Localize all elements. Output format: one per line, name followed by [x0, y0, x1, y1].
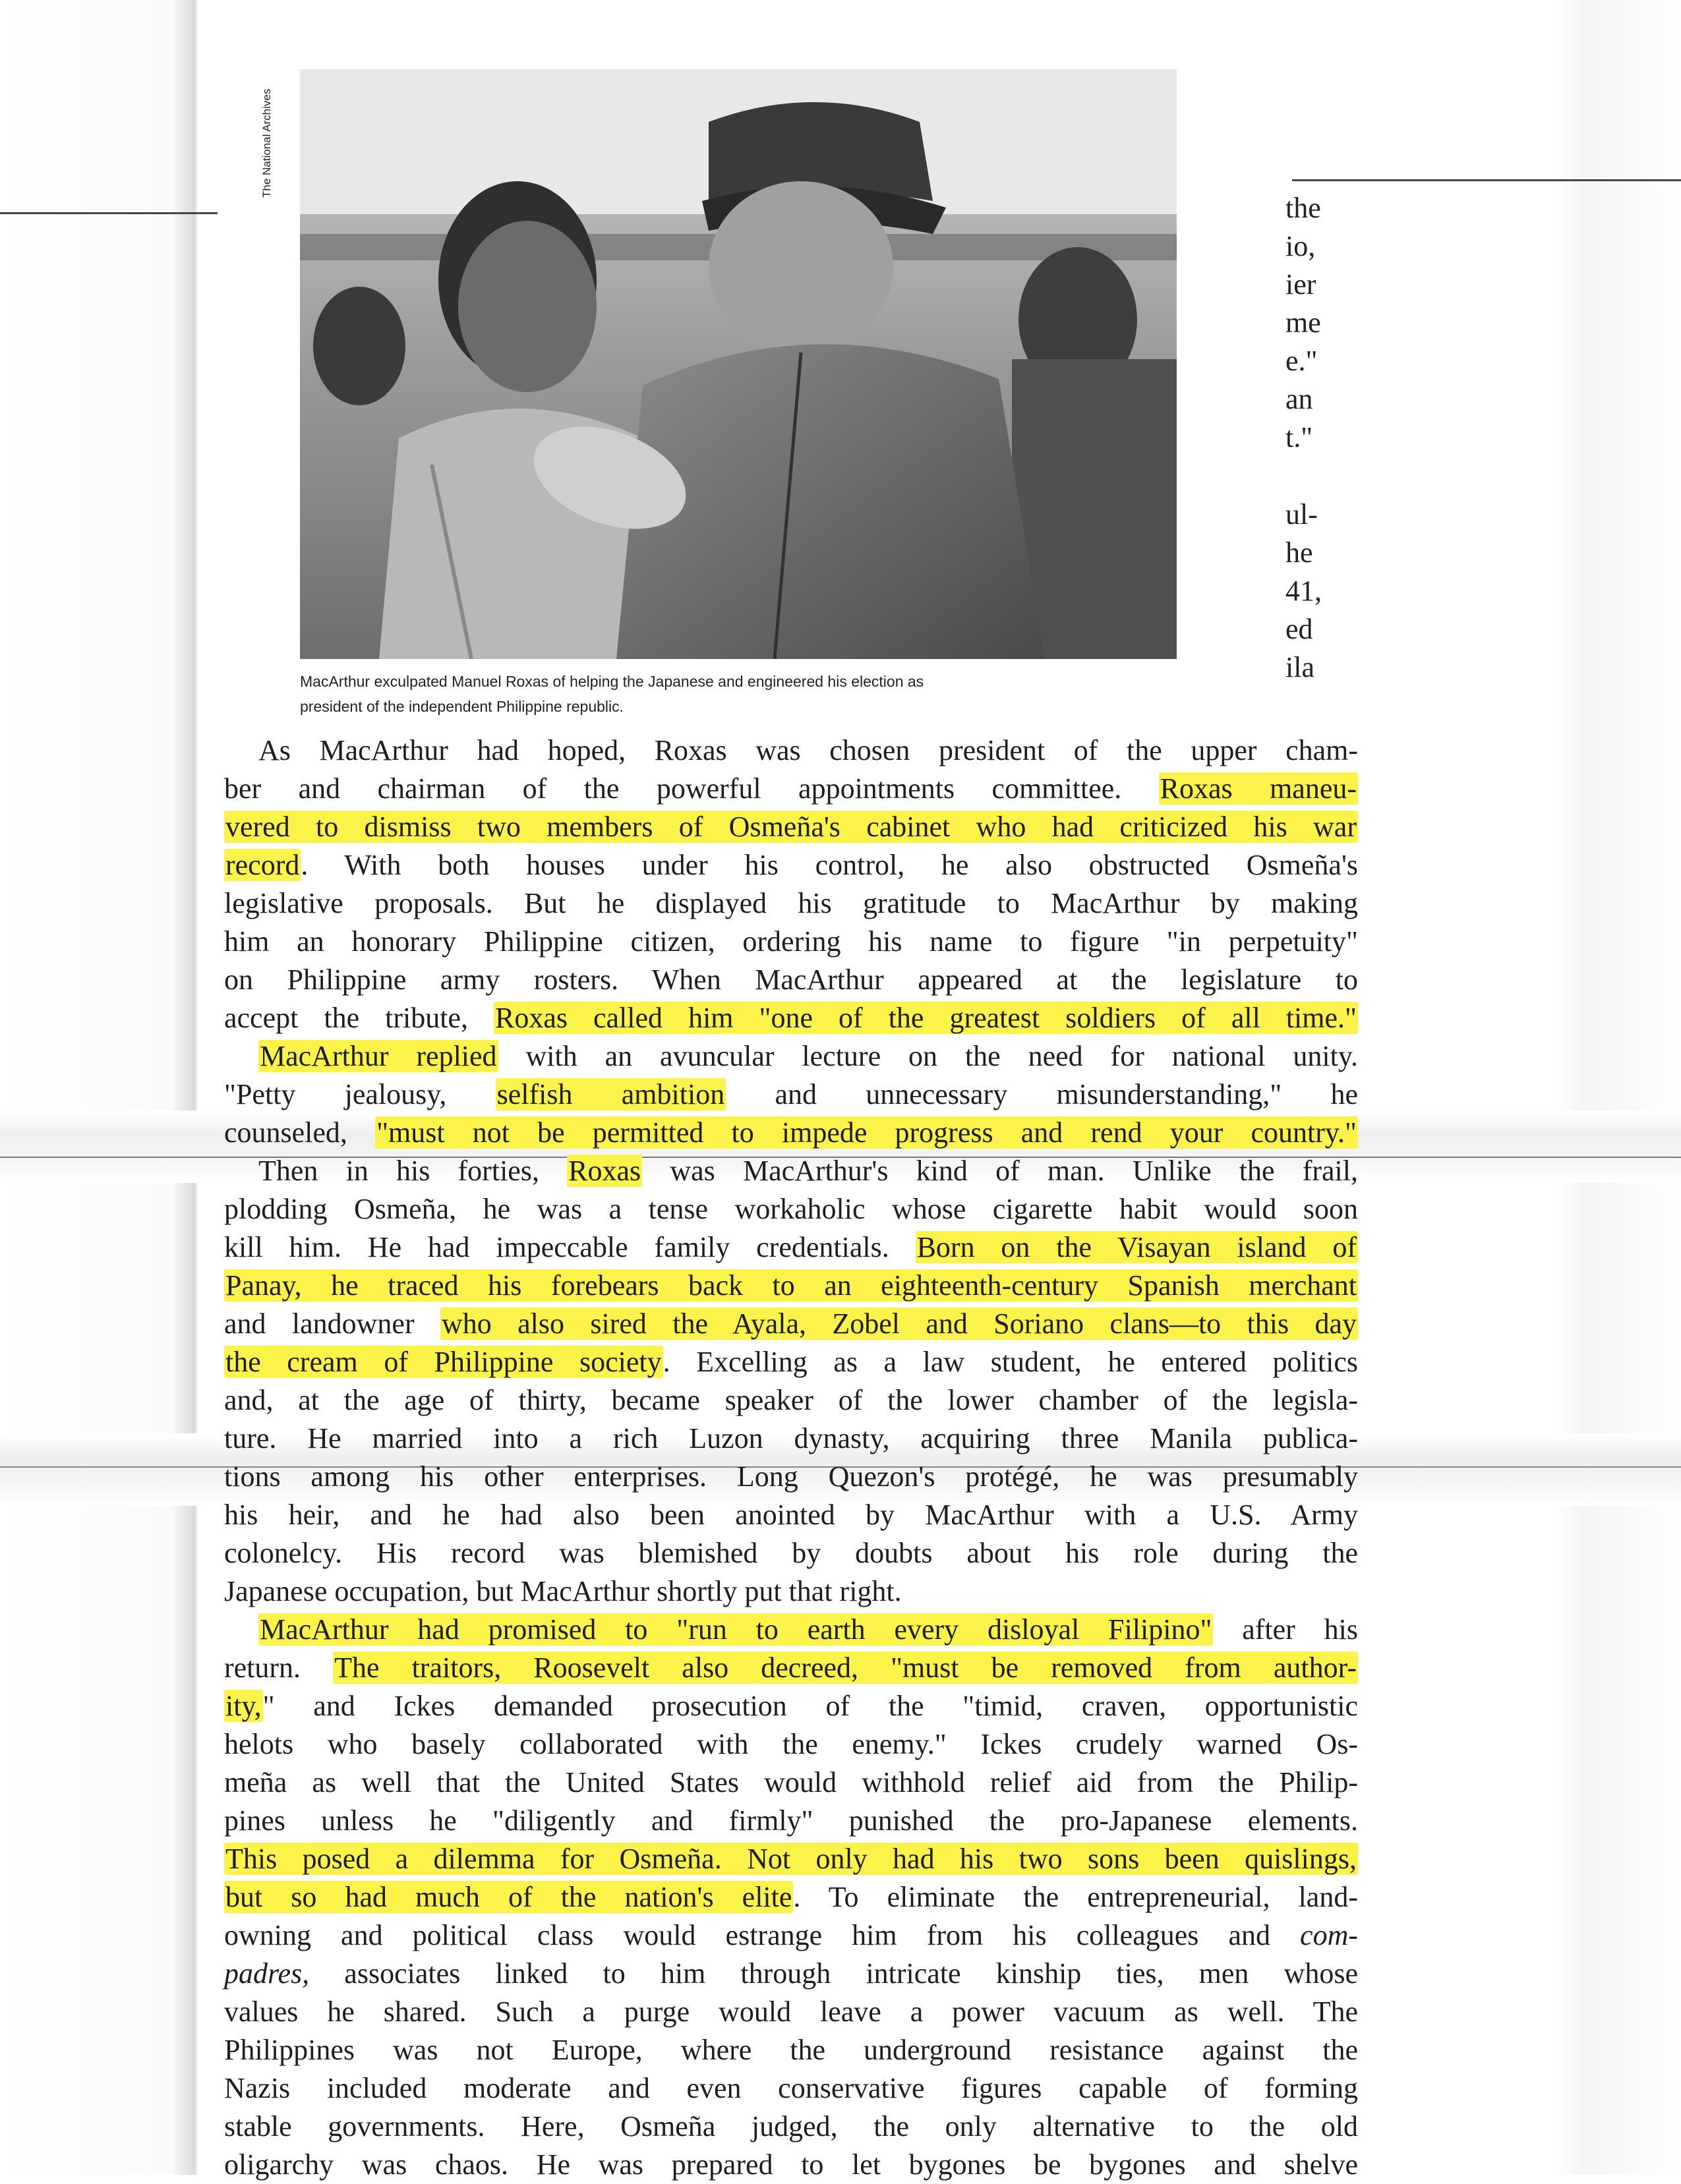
fold-line [1292, 179, 1681, 181]
text-span: Then in his forties, [258, 1155, 539, 1187]
fragment: ed [1285, 613, 1313, 645]
text-line: and, at the age of thirty, became speaker of the lower chamber of the legisla- [224, 1384, 1358, 1416]
text-line [224, 1687, 1358, 1725]
photo-caption [300, 669, 1157, 719]
text-span: was MacArthur's kind of man. Unlike the frail, [670, 1155, 1359, 1187]
text-span: "Petty jealousy, [224, 1078, 447, 1110]
text-line [224, 770, 1358, 808]
text-line: plodding Osmeña, he was a tense workaholic whose cigarette habit would soon [224, 1193, 1358, 1225]
text-line: legislative proposals. But he displayed his gratitude to MacArthur by making [224, 887, 1358, 919]
photograph [300, 69, 1177, 659]
fold-line [0, 212, 218, 214]
scan-left-edge [0, 0, 198, 2175]
text-line [224, 1611, 1358, 1649]
highlight: Roxas called him "one of the greatest soldiers of all time." [495, 1002, 1357, 1034]
text-span: kill him. He had impeccable family credentials. [224, 1231, 889, 1263]
text-line [224, 1305, 1358, 1343]
highlight: the cream of Philippine society [225, 1346, 662, 1378]
text-span: . With both houses under his control, he also obstructed Osmeña's [301, 849, 1358, 881]
text-line: Philippines was not Europe, where the underground resistance against the [224, 2034, 1358, 2066]
right-fragment-group [1285, 189, 1321, 457]
text-span: return. [224, 1652, 301, 1684]
text-line [224, 1228, 1358, 1267]
text-line [224, 1916, 1358, 1955]
text-line: Nazis included moderate and even conservative figures capable of forming [224, 2072, 1358, 2104]
text-line [224, 1840, 1358, 1878]
fragment: an [1285, 383, 1313, 415]
text-span: . To eliminate the entrepreneurial, land- [793, 1881, 1358, 1913]
text-line: meña as well that the United States would withhold relief aid from the Philip- [224, 1766, 1358, 1798]
text-line: on Philippine army rosters. When MacArthur appeared at the legislature to [224, 963, 1358, 996]
text-span: associates linked to him through intricate kinship ties, men whose [344, 1957, 1358, 1990]
text-line: stable governments. Here, Osmeña judged, the only alternative to the old [224, 2110, 1358, 2142]
fragment: he [1285, 536, 1313, 569]
highlight: This posed a dilemma for Osmeña. Not only had his two sons been quislings, [225, 1843, 1357, 1875]
highlight: MacArthur replied [260, 1040, 497, 1072]
text-line: tions among his other enterprises. Long Quezon's protégé, he was presumably [224, 1460, 1358, 1493]
text-line [224, 1037, 1358, 1076]
fragment: 41, [1285, 575, 1322, 607]
text-line: colonelcy. His record was blemished by doubts about his role during the [224, 1537, 1358, 1569]
caption-line: MacArthur exculpated Manuel Roxas of helping the Japanese and engineered his election as [300, 673, 924, 690]
text-line [224, 1878, 1358, 1916]
fragment: ila [1285, 651, 1314, 683]
text-line [224, 808, 1358, 846]
italic-span: padres, [224, 1957, 310, 1990]
text-line [224, 1955, 1358, 1993]
text-span: after his [1242, 1613, 1358, 1646]
highlight: Panay, he traced his forebears back to an eighteenth-century Spanish merchant [225, 1269, 1357, 1302]
text-line: As MacArthur had hoped, Roxas was chosen president of the upper cham- [258, 734, 1358, 766]
text-span: accept the tribute, [224, 1002, 468, 1034]
text-line: ture. He married into a rich Luzon dynasty, acquiring three Manila publica- [224, 1422, 1358, 1454]
highlight: who also sired the Ayala, Zobel and Soriano clans—to this day [442, 1308, 1357, 1340]
highlight: Roxas [568, 1155, 641, 1187]
highlight: ity, [225, 1690, 262, 1722]
text-line: helots who basely collaborated with the enemy." Ickes crudely warned Os- [224, 1728, 1358, 1760]
text-span: counseled, [224, 1116, 347, 1149]
highlight: but so had much of the nation's elite [225, 1881, 792, 1913]
fragment: e." [1285, 345, 1318, 377]
fragment: io, [1285, 230, 1316, 262]
text-span: ber and chairman of the powerful appointments committee. [224, 772, 1122, 805]
fragment: the [1285, 192, 1321, 224]
italic-span: com- [1300, 1919, 1359, 1951]
text-line [224, 1649, 1358, 1687]
highlight: selfish ambition [496, 1078, 725, 1110]
text-span: owning and political class would estrange him from his colleagues and [224, 1919, 1270, 1951]
text-span: and landowner [224, 1308, 415, 1340]
highlight: The traitors, Roosevelt also decreed, "must be removed from author- [334, 1652, 1357, 1684]
text-span: with an avuncular lecture on the need for national unity. [525, 1040, 1359, 1072]
text-span: and unnecessary misunderstanding," he [775, 1078, 1359, 1110]
text-line: his heir, and he had also been anointed by MacArthur with a U.S. Army [224, 1499, 1358, 1531]
text-line [224, 1343, 1358, 1381]
text-line [224, 1267, 1358, 1305]
right-fragment-group [1285, 496, 1322, 687]
text-span: . Excelling as a law student, he entered politics [663, 1346, 1358, 1378]
page-body [224, 732, 1358, 2184]
caption-line: president of the independent Philippine republic. [300, 698, 624, 715]
photo-credit: The National Archives [260, 88, 273, 198]
highlight: Roxas maneu- [1160, 772, 1357, 805]
highlight: Born on the Visayan island of [916, 1231, 1357, 1263]
text-line [224, 846, 1358, 884]
text-line [224, 1076, 1358, 1114]
text-line [224, 1152, 1358, 1190]
scan-right-edge [1556, 0, 1681, 2175]
highlight: vered to dismiss two members of Osmeña's cabinet who had criticized his war [225, 811, 1357, 843]
highlight: record [225, 849, 300, 881]
text-line: oligarchy was chaos. He was prepared to let bygones be bygones and shelve [224, 2148, 1358, 2181]
highlight: MacArthur had promised to "run to earth every disloyal Filipino" [260, 1613, 1212, 1646]
text-line: Japanese occupation, but MacArthur shortly put that right. [224, 1575, 902, 1607]
text-line: pines unless he "diligently and firmly" punished the pro-Japanese elements. [224, 1804, 1358, 1837]
text-line: him an honorary Philippine citizen, ordering his name to figure "in perpetuity" [224, 925, 1358, 958]
fragment: me [1285, 306, 1321, 339]
text-line: values he shared. Such a purge would leave a power vacuum as well. The [224, 1996, 1358, 2028]
fragment: ier [1285, 268, 1316, 301]
fragment: ul- [1285, 498, 1318, 531]
fragment: t." [1285, 421, 1313, 453]
text-line [224, 1114, 1358, 1152]
text-line [224, 999, 1358, 1037]
text-span: " and Ickes demanded prosecution of the "timid, craven, opportunistic [262, 1690, 1358, 1722]
highlight: "must not be permitted to impede progress and rend your country." [376, 1116, 1357, 1149]
